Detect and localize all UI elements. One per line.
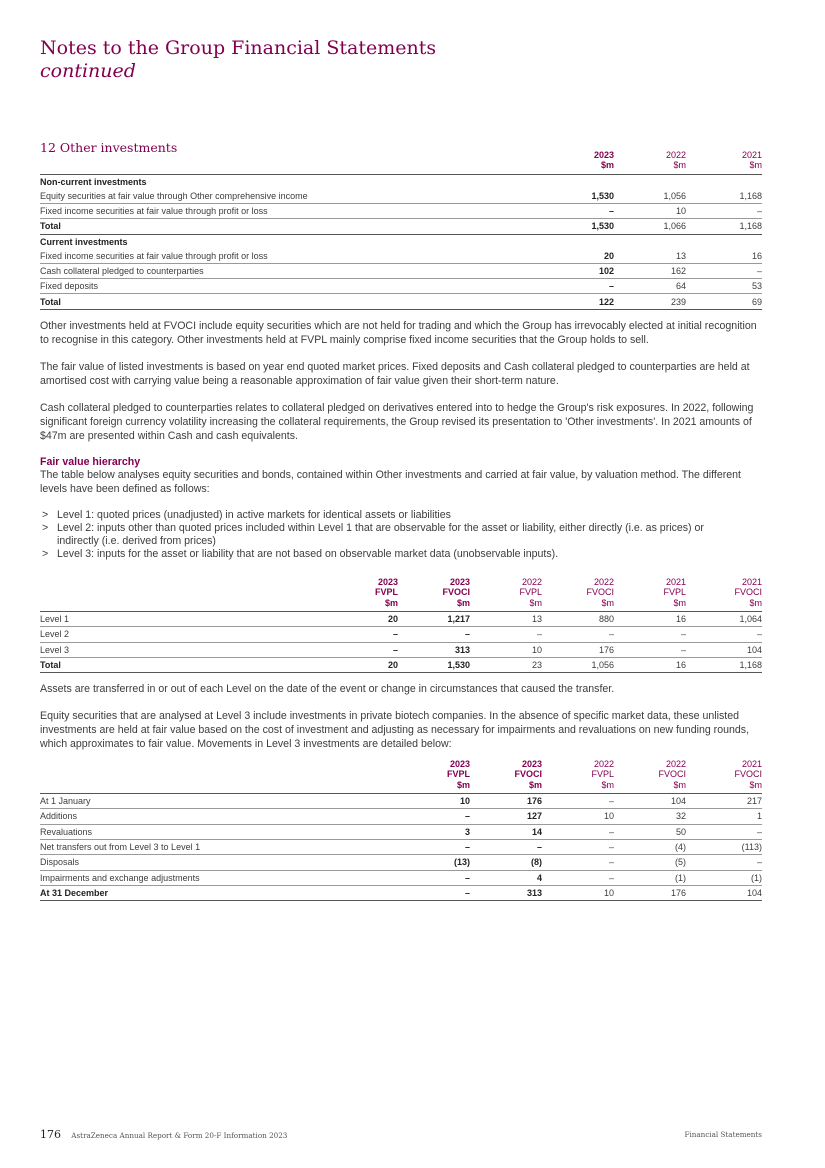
col-header: 2023 FVPL $m bbox=[326, 577, 398, 612]
paragraph: The table below analyses equity securities and bonds, contained within Other investments and carried at fair value, by valuation method. The different levels have been defined as follows: bbox=[40, 469, 741, 495]
document-name: AstraZeneca Annual Report & Form 20-F Information 2023 bbox=[71, 1131, 288, 1140]
movements-section bbox=[40, 759, 762, 901]
page-title-main: Notes to the Group Financial Statements bbox=[40, 37, 437, 59]
page-title bbox=[40, 37, 436, 83]
total-row: At 31 December – 313 10 176 104 bbox=[40, 885, 762, 900]
table-row: Level 2 – – – – – – bbox=[40, 627, 762, 642]
level3-text bbox=[40, 682, 762, 751]
table-row: Disposals (13) (8) – (5) – bbox=[40, 855, 762, 870]
table-row: Additions – 127 10 32 1 bbox=[40, 809, 762, 824]
paragraph: Equity securities that are analysed at Level 3 include investments in private biotech companies. In the absence of specific market data, these unlisted investments are held at fair value based on the cost of investment and adjusting as necessary for impairments and revaluations on new funding rounds, which approximates to fair value. Movements in Level 3 investments are detailed below: bbox=[40, 710, 750, 750]
fair-value-heading: Fair value hierarchy bbox=[40, 456, 141, 468]
section-name: Financial Statements bbox=[684, 1130, 762, 1139]
note-12-heading: 12 Other investments bbox=[40, 140, 178, 155]
list-item: > Level 2: inputs other than quoted prices included within Level 1 that are observable for the asset or liability, either directly (i.e. as prices) or indirectly (i.e. derived from prices) bbox=[40, 522, 762, 548]
hierarchy-section bbox=[40, 577, 762, 673]
table-row: At 1 January 10 176 – 104 217 bbox=[40, 794, 762, 809]
subhead-row: Non-current investments bbox=[40, 176, 147, 187]
paragraph: The fair value of listed investments is based on year end quoted market prices. Fixed deposits and Cash collateral pledged to counterparties are held at amortised cost with carrying value being a reasonable approximation of fair value given their short-term nature. bbox=[40, 361, 750, 387]
list-item: > Level 1: quoted prices (unadjusted) in active markets for identical assets or liabilities bbox=[40, 509, 762, 522]
paragraph: Cash collateral pledged to counterparties relates to collateral pledged on derivatives entered into to hedge the Group's risk exposures. In 2022, following significant foreign currency volatility increasing the collateral requirements, the Group revised its presentation to 'Other investments'. In 2021 amounts of $47m are presented within Cash and cash equivalents. bbox=[40, 402, 754, 442]
table-row: Cash collateral pledged to counterparties 102 162 – bbox=[40, 263, 762, 278]
col-header-2021: 2021 $m bbox=[686, 150, 762, 174]
table-row: Net transfers out from Level 3 to Level 1 – – – (4) (113) bbox=[40, 839, 762, 854]
page-subtitle: continued bbox=[40, 59, 136, 82]
table-row: Fixed income securities at fair value through profit or loss 20 13 16 bbox=[40, 249, 762, 264]
table-row: Equity securities at fair value through Other comprehensive income 1,530 1,056 1,168 bbox=[40, 189, 762, 204]
table-row: Fixed income securities at fair value through profit or loss – 10 – bbox=[40, 203, 762, 218]
col-header: 2023 FVOCI $m bbox=[470, 759, 542, 794]
fair-value-hierarchy-table bbox=[40, 577, 762, 673]
levels-list bbox=[40, 509, 762, 561]
col-header: 2023 FVPL $m bbox=[398, 759, 470, 794]
total-row: Total 122 239 69 bbox=[40, 294, 762, 309]
page-number: 176 bbox=[40, 1128, 61, 1141]
paragraph: Other investments held at FVOCI include equity securities which are not held for trading and which the Group has irrevocably elected at initial recognition to recognise in this category. Other investments held at FVPL mainly comprise fixed income securities that the Group holds to sell. bbox=[40, 320, 757, 346]
col-header-2022: 2022 $m bbox=[614, 150, 686, 174]
col-header: 2022 FVPL $m bbox=[542, 759, 614, 794]
col-header: 2021 FVOCI $m bbox=[686, 759, 762, 794]
table-row: Level 3 – 313 10 176 – 104 bbox=[40, 642, 762, 657]
paragraph: Assets are transferred in or out of each Level on the date of the event or change in circumstances that caused the transfer. bbox=[40, 683, 615, 695]
subhead-row: Current investments bbox=[40, 236, 128, 247]
table-row: Level 1 20 1,217 13 880 16 1,064 bbox=[40, 612, 762, 627]
level3-movements-table bbox=[40, 759, 762, 901]
note-12-section bbox=[40, 140, 762, 310]
col-header: 2021 FVOCI $m bbox=[686, 577, 762, 612]
col-header: 2023 FVOCI $m bbox=[398, 577, 470, 612]
total-row: Total 1,530 1,066 1,168 bbox=[40, 219, 762, 234]
table-row: Impairments and exchange adjustments – 4 – (1) (1) bbox=[40, 870, 762, 885]
table-header-row bbox=[40, 759, 762, 794]
total-row: Total 20 1,530 23 1,056 16 1,168 bbox=[40, 657, 762, 672]
col-header: 2022 FVOCI $m bbox=[614, 759, 686, 794]
col-header: 2022 FVPL $m bbox=[470, 577, 542, 612]
page-footer bbox=[40, 1128, 762, 1141]
paragraphs-block bbox=[40, 319, 762, 561]
table-row: Fixed deposits – 64 53 bbox=[40, 279, 762, 294]
list-item: > Level 3: inputs for the asset or liability that are not based on observable market data (unobservable inputs). bbox=[40, 548, 762, 561]
col-header-2023: 2023 $m bbox=[542, 150, 614, 174]
col-header: 2022 FVOCI $m bbox=[542, 577, 614, 612]
table-row: Revaluations 3 14 – 50 – bbox=[40, 824, 762, 839]
table-header-row bbox=[40, 577, 762, 612]
other-investments-table bbox=[40, 150, 762, 310]
col-header: 2021 FVPL $m bbox=[614, 577, 686, 612]
